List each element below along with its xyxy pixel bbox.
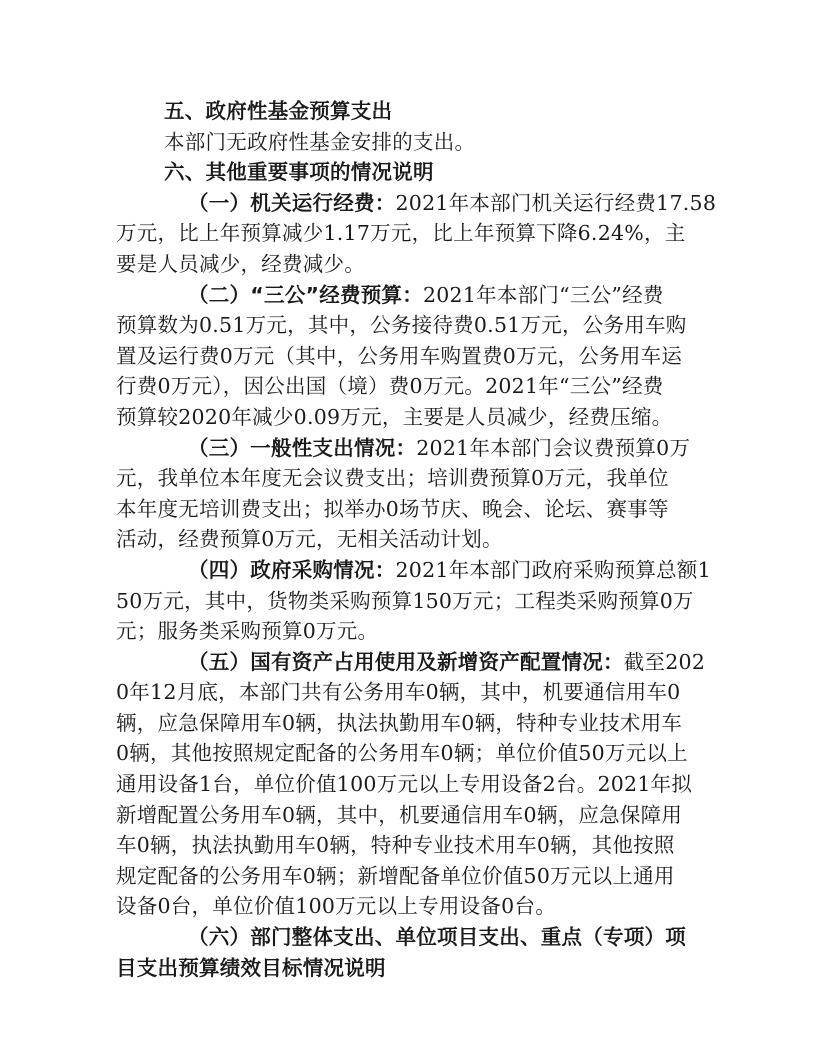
text-line: 六、其他重要事项的情况说明 <box>164 160 434 185</box>
text-line: 要是人员减少，经费减少。 <box>116 251 365 276</box>
text-line: 辆，应急保障用车0辆，执法执勤用车0辆，特种专业技术用车 <box>116 710 683 735</box>
text-line: 车0辆，执法执勤用车0辆，特种专业技术用车0辆，其他按照 <box>116 833 675 858</box>
text-line: 目支出预算绩效目标情况说明 <box>116 955 386 980</box>
text-line: 预算较2020年减少0.09万元，主要是人员减少，经费压缩。 <box>116 404 673 429</box>
text-line: 规定配备的公务用车0辆；新增配备单位价值50万元以上通用 <box>116 863 675 888</box>
section-heading: （三）一般性支出情况： <box>188 435 417 460</box>
section-heading: （二）“三公”经费预算： <box>188 282 423 307</box>
paragraph-text: 2021年本部门机关运行经费17.58 <box>395 190 717 215</box>
text-line: 本年度无培训费支出；拟举办0场节庆、晚会、论坛、赛事等 <box>116 496 669 521</box>
text-line: 置及运行费0万元（其中，公务用车购置费0万元，公务用车运 <box>116 343 683 368</box>
text-line: 设备0台，单位价值100万元以上专用设备0台。 <box>116 894 556 919</box>
section-heading: （一）机关运行经费： <box>188 190 396 215</box>
text-line: 活动，经费预算0万元，无相关活动计划。 <box>116 527 503 552</box>
section-heading: （四）政府采购情况： <box>188 557 396 582</box>
paragraph-text: 2021年本部门“三公”经费 <box>422 282 664 307</box>
paragraph-text: 2021年本部门会议费预算0万 <box>416 435 691 460</box>
text-line: 50万元，其中，货物类采购预算150万元；工程类采购预算0万 <box>116 588 694 613</box>
document-body <box>116 96 717 983</box>
text-line: 新增配置公务用车0辆，其中，机要通信用车0辆，应急保障用 <box>116 802 683 827</box>
text-line <box>116 555 711 586</box>
text-line: 五、政府性基金预算支出 <box>164 99 393 123</box>
text-line: （六）部门整体支出、单位项目支出、重点（专项）项 <box>188 925 686 950</box>
text-line: 元，我单位本年度无会议费支出；培训费预算0万元，我单位 <box>116 466 669 491</box>
text-line: 本部门无政府性基金安排的支出。 <box>164 129 476 154</box>
paragraph-text: 2021年本部门政府采购预算总额1 <box>395 557 711 582</box>
text-line <box>116 188 717 219</box>
text-line: 行费0万元），因公出国（境）费0万元。2021年“三公”经费 <box>116 374 664 399</box>
section-heading: （五）国有资产占用使用及新增资产配置情况： <box>188 649 624 674</box>
text-line: 元；服务类采购预算0万元。 <box>116 619 379 644</box>
text-line: 通用设备1台，单位价值100万元以上专用设备2台。2021年拟 <box>116 772 693 797</box>
text-line: 0辆，其他按照规定配备的公务用车0辆；单位价值50万元以上 <box>116 741 688 766</box>
text-line <box>116 280 701 311</box>
text-line: 万元，比上年预算减少1.17万元，比上年预算下降6.24%，主 <box>116 221 686 246</box>
text-line: 0年12月底，本部门共有公务用车0辆，其中，机要通信用车0 <box>116 680 681 705</box>
text-line: 预算数为0.51万元，其中，公务接待费0.51万元，公务用车购 <box>116 313 687 338</box>
text-line <box>116 433 701 464</box>
text-line <box>116 647 706 678</box>
paragraph-text: 截至202 <box>623 649 706 674</box>
